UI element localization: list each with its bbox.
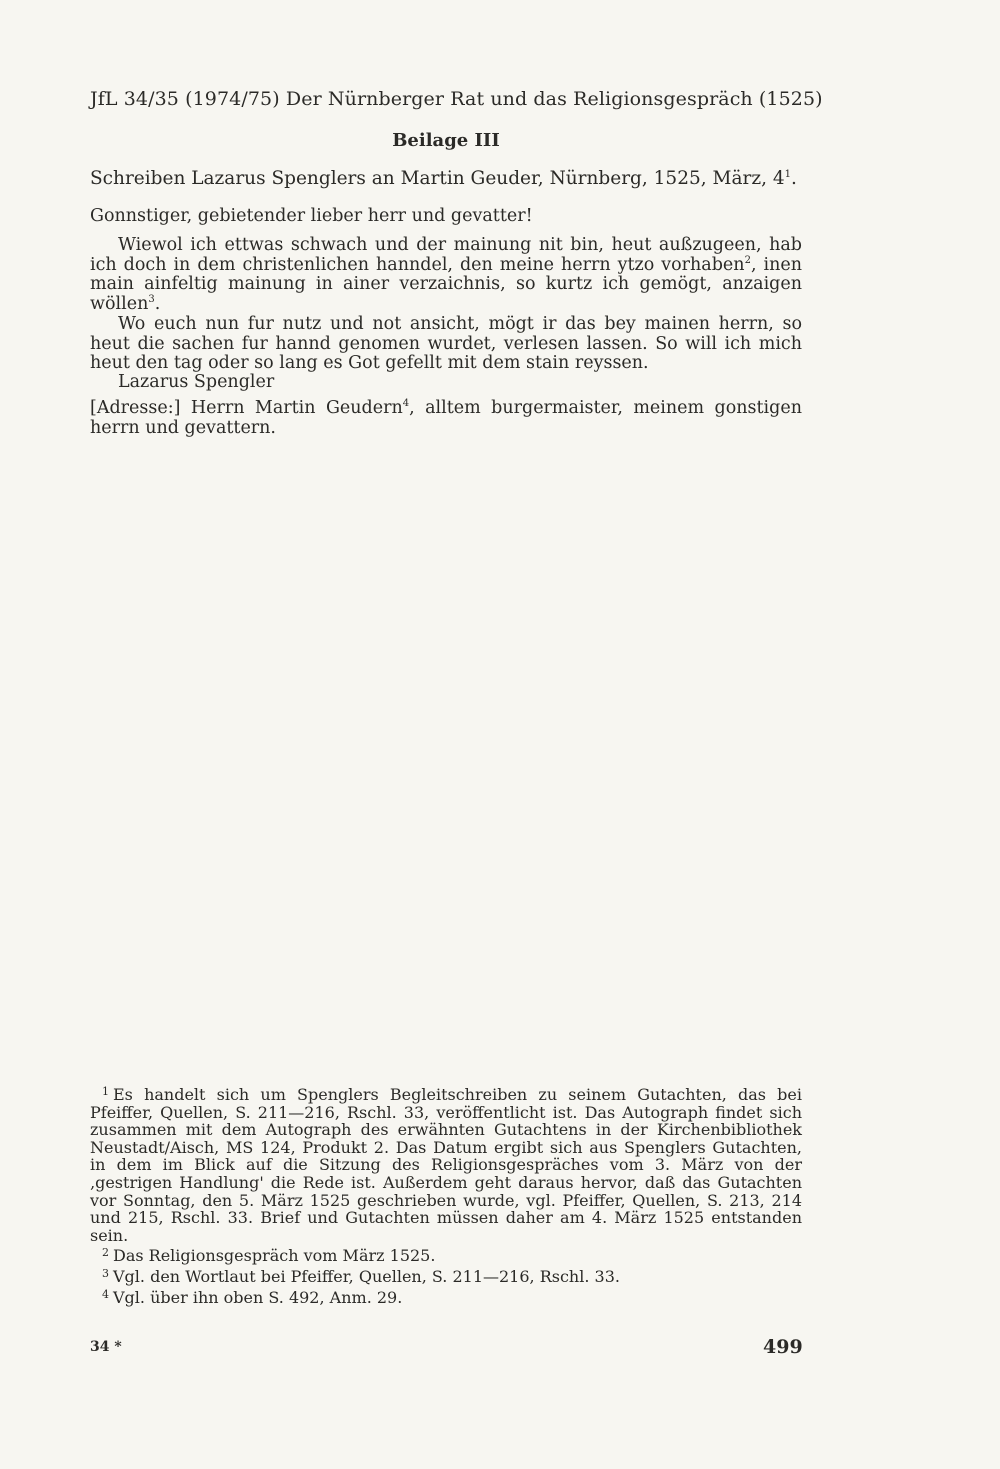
letter-address xyxy=(90,399,802,438)
footnote-ref-4: 4 xyxy=(402,398,410,409)
salutation: Gonnstiger, gebietender lieber herr und gevatter! xyxy=(90,206,533,226)
footnote-2 xyxy=(90,1244,802,1265)
paragraph-1-text-c: . xyxy=(154,293,161,314)
footnote-text: Es handelt sich um Spenglers Begleitschreiben zu seinem Gutachten, das bei Pfeiffer, Quellen, S. 211—216, Rschl. 33, veröffentlicht ist. Das Autograph findet sich zusammen mit dem Autograph des erwähnten Gutachtens in der Kirchenbibliothek Neustadt/Aisch, MS 124, Produkt 2. Das Datum ergibt sich aus Spenglers Gutachten, in dem im Blick auf die Sitzung des Religionsgespräches vom 3. März von der ‚gestrigen Handlung' die Rede ist. Außerdem geht daraus hervor, daß das Gutachten vor Sonntag, den 5. März 1525 geschrieben wurde, vgl. Pfeiffer, Quellen, S. 213, 214 und 215, Rschl. 33. Brief und Gutachten müssen daher am 4. März 1525 entstanden sein. xyxy=(90,1085,802,1245)
footnote-ref-1: 1 xyxy=(784,169,791,180)
page-number: 499 xyxy=(763,1336,803,1358)
letter-heading: Schreiben Lazarus Spenglers an Martin Geuder, Nürnberg, 1525, März, 4$^1$. xyxy=(90,168,797,189)
printer-signature-mark: 34 * xyxy=(90,1339,122,1355)
paragraph-1-text-a: Wiewol ich ettwas schwach und der mainung nit bin, heut außzugeen, hab ich doch in dem christenlichen hanndel, den meine herrn ytzo vorhaben xyxy=(90,235,802,275)
footnote-number: 3 xyxy=(102,1266,109,1280)
footnote-number: 4 xyxy=(102,1287,109,1301)
address-text-b: , alltem burgermaister, meinem gonstigen herrn und gevattern. xyxy=(90,398,802,438)
letter-signature: Lazarus Spengler xyxy=(118,372,275,392)
paragraph-1-text-b: , inen main ainfeltig mainung in ainer verzaichnis, so kurtz ich gemögt, anzaigen wöllen xyxy=(90,254,803,314)
letter-paragraph-1 xyxy=(90,236,802,314)
letter-paragraph-2: Wo euch nun fur nutz und not ansicht, mögt ir das bey mainen herrn, so heut die sachen fur hannd genomen wurdet, verlesen lassen. So will ich mich heut den tag oder so lang es Got gefellt mit dem stain reyssen. xyxy=(90,314,802,373)
section-title: Beilage III xyxy=(392,130,500,151)
footnote-ref-2: 2 xyxy=(744,254,751,266)
footnote-text: Das Religionsgespräch vom März 1525. xyxy=(113,1246,436,1266)
address-text-a: [Adresse:] Herrn Martin Geudern xyxy=(90,398,403,418)
footnote-text: Vgl. über ihn oben S. 492, Anm. 29. xyxy=(113,1287,403,1307)
footnote-1 xyxy=(90,1083,802,1244)
footnote-number: 1 xyxy=(102,1085,109,1098)
footnote-text: Vgl. den Wortlaut bei Pfeiffer, Quellen, S. 211—216, Rschl. 33. xyxy=(113,1266,620,1286)
running-head: JfL 34/35 (1974/75) Der Nürnberger Rat und das Religionsgespräch (1525) xyxy=(90,88,823,110)
footnote-number: 2 xyxy=(102,1246,109,1260)
footnote-3 xyxy=(90,1265,802,1286)
letter-heading-text: Schreiben Lazarus Spenglers an Martin Geuder, Nürnberg, 1525, März, 4 xyxy=(90,168,785,189)
footnote-4 xyxy=(90,1286,802,1307)
footnote-ref-3: 3 xyxy=(148,293,155,305)
footnotes xyxy=(90,1083,802,1306)
